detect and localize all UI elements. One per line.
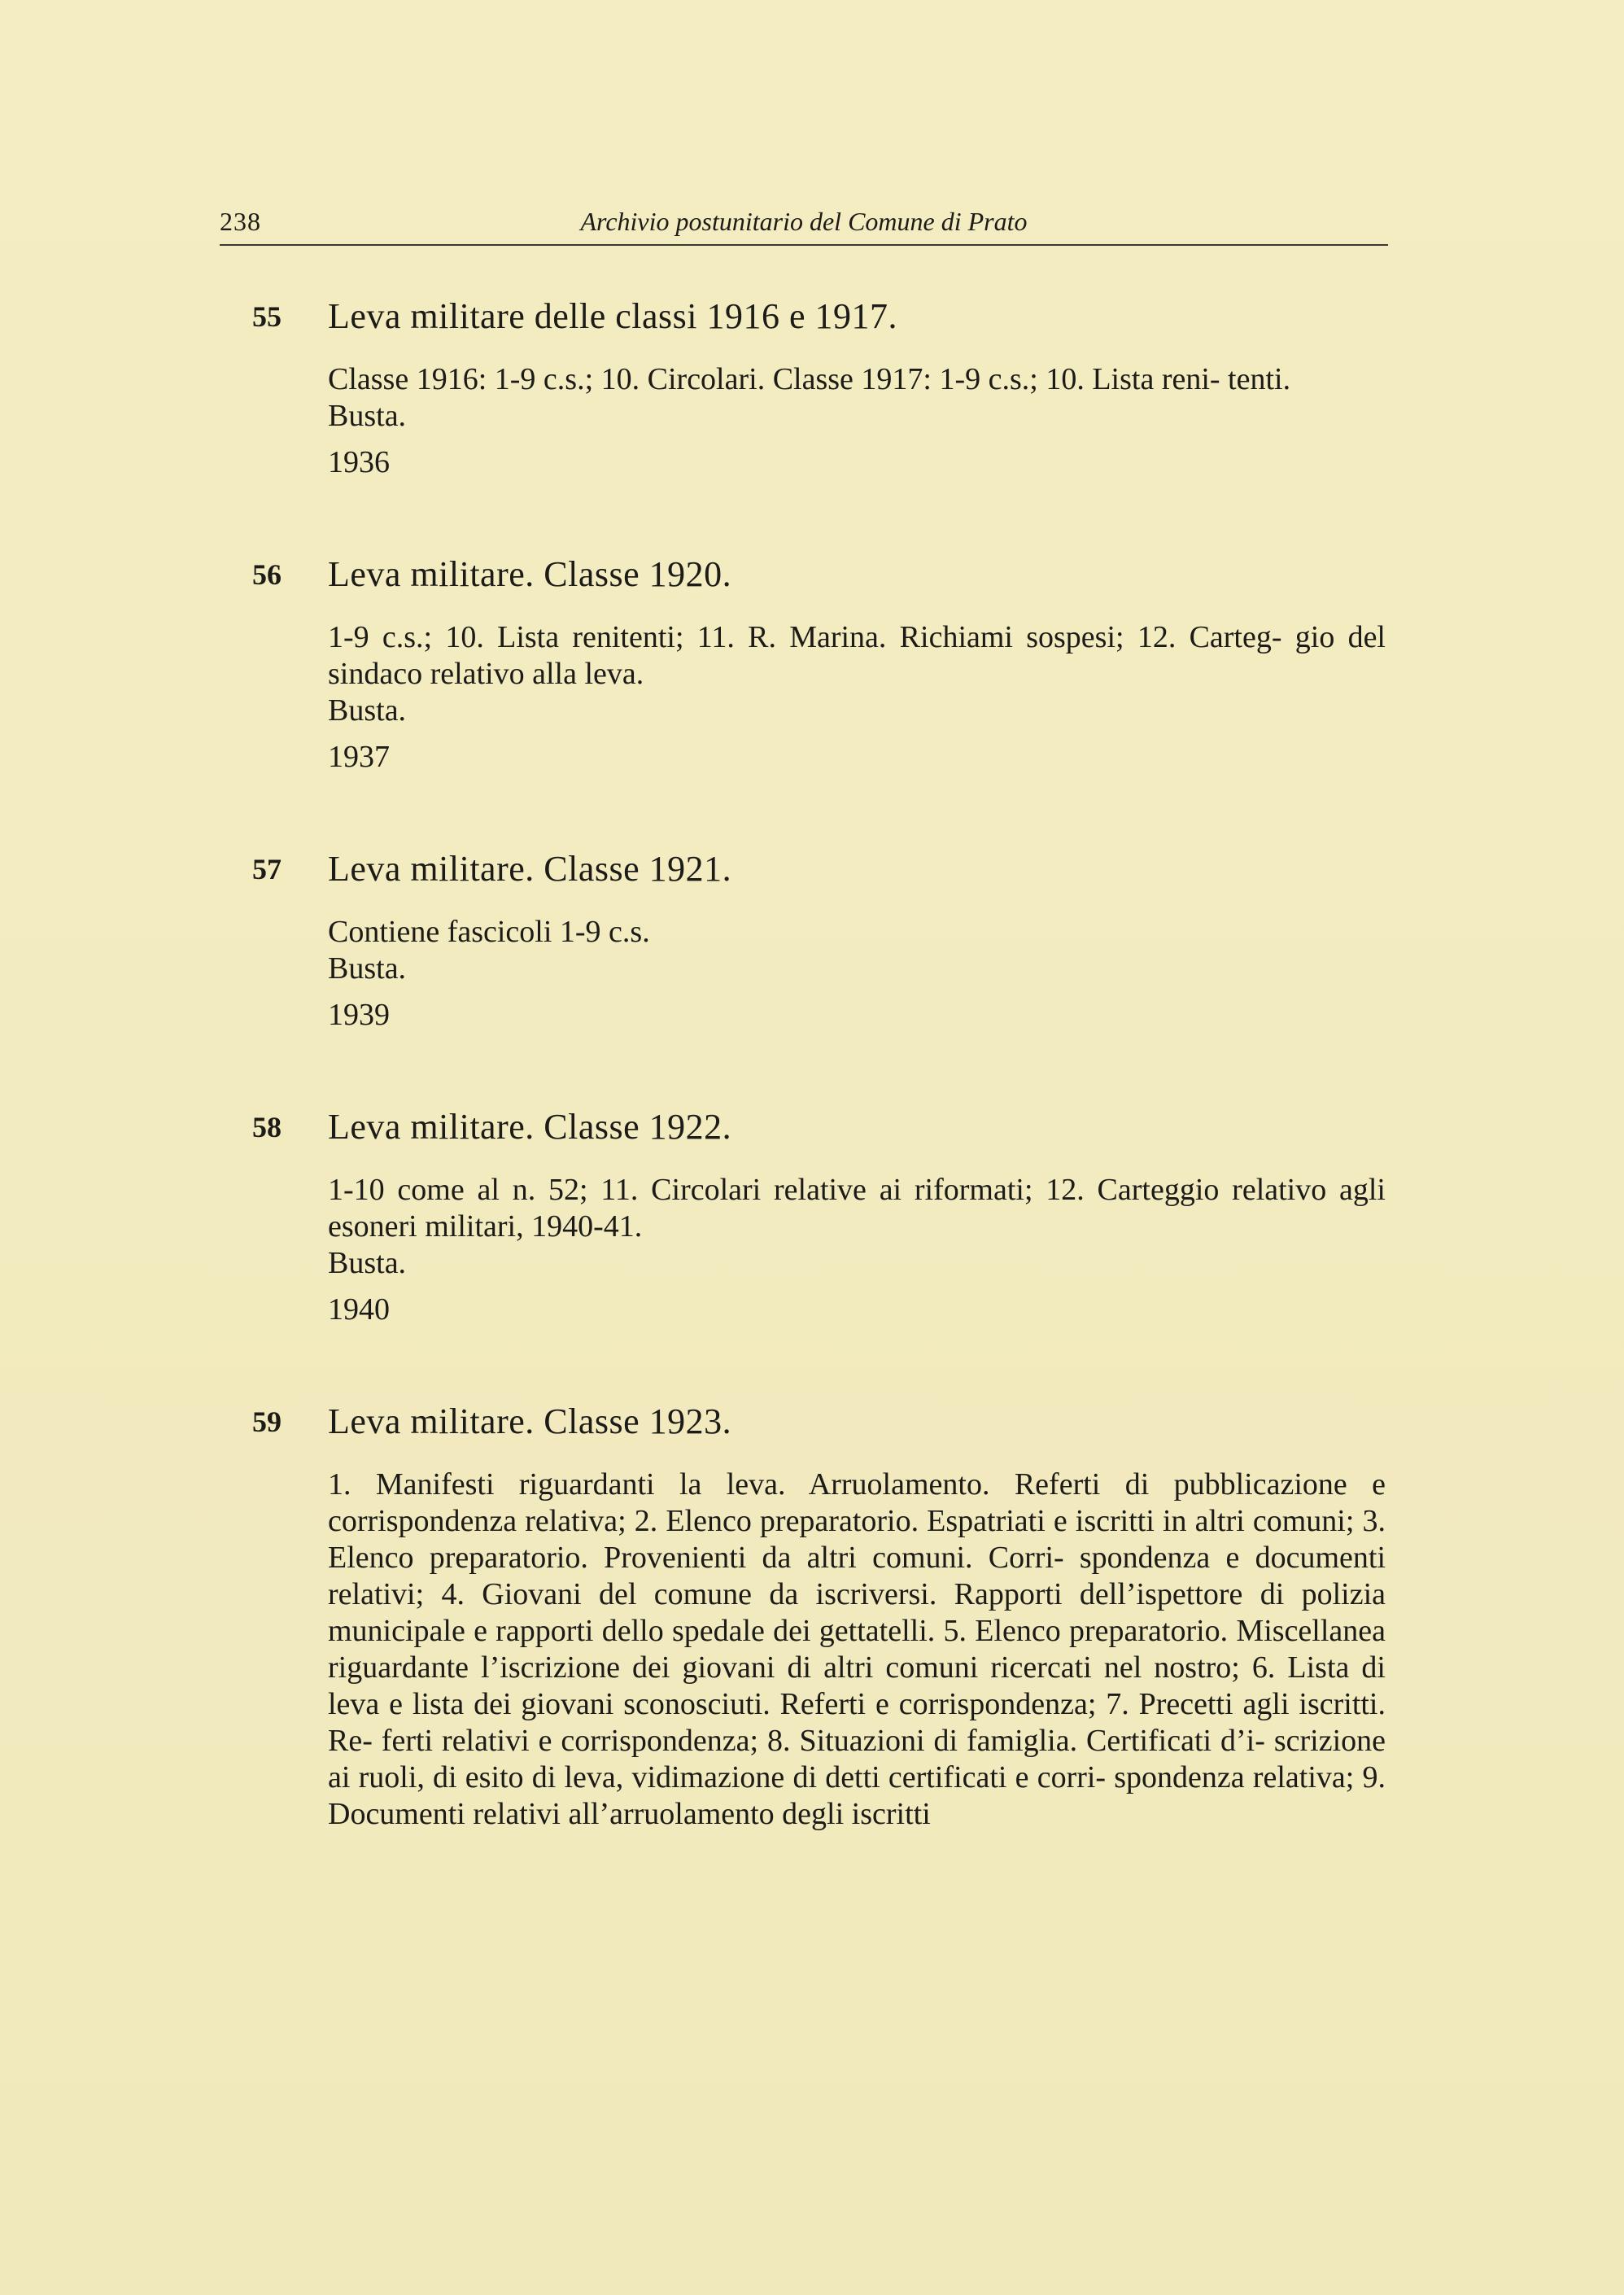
entry-number: 55 xyxy=(252,300,282,333)
entry-year: 1940 xyxy=(328,1292,390,1327)
entry-number: 56 xyxy=(252,558,282,591)
entry-unit: Busta. xyxy=(328,1246,407,1280)
inventory-entry-55 xyxy=(220,293,1388,481)
entry-title: Leva militare. Classe 1922. xyxy=(328,1107,732,1147)
entry-title: Leva militare delle classi 1916 e 1917. xyxy=(328,296,898,336)
entry-description xyxy=(328,1172,1386,1245)
inventory-entry-56 xyxy=(220,551,1388,776)
entry-description-text: 1. Manifesti riguardanti la leva. Arruolamento. Referti di pubblicazione e corrispondenza relativa; 2. Elenco preparatorio. Espatriati e iscritti in altri comuni; 3. Elenco preparatorio. Provenienti da altri comuni. Corri- spondenza e documenti relativi; 4. Giovani del comune da iscriversi. Rapporti dell’ispettore di polizia municipale e rapporti dello spedale dei gettatelli. 5. Elenco preparatorio. Miscellanea riguardante l’iscrizione dei giovani di altri comuni ricercati nel nostro; 6. Lista di leva e lista dei giovani sconosciuti. Referti e corrispondenza; 7. Precetti agli iscritti. Re- ferti relativi e corrispondenza; 8. Situazioni di famiglia. Certificati d’i- scrizione ai ruoli, di esito di leva, vidimazione di detti certificati e corri- spondenza relativa; 9. Documenti relativi all’arruolamento degli iscritti xyxy=(328,1467,1386,1831)
inventory-entry-59 xyxy=(220,1398,1388,1833)
entry-year: 1936 xyxy=(328,445,390,479)
page-number: 238 xyxy=(220,207,261,236)
entry-unit: Busta. xyxy=(328,951,407,986)
entry-title: Leva militare. Classe 1923. xyxy=(328,1401,732,1441)
inventory-entry-58 xyxy=(220,1104,1388,1328)
entry-unit: Busta. xyxy=(328,693,407,728)
entry-year: 1939 xyxy=(328,998,390,1032)
entry-year: 1937 xyxy=(328,740,390,774)
entry-description-text: 1-10 come al n. 52; 11. Circolari relative ai riformati; 12. Carteggio relativo agli esoneri militari, 1940-41. xyxy=(328,1173,1386,1244)
entry-description-text: Contiene fascicoli 1-9 c.s. xyxy=(328,915,650,949)
entry-description xyxy=(328,619,1386,693)
inventory-entry-57 xyxy=(220,846,1388,1034)
entry-description-text: 1-9 c.s.; 10. Lista renitenti; 11. R. Marina. Richiami sospesi; 12. Carteg- gio del sindaco relativo alla leva. xyxy=(328,620,1386,691)
entry-description xyxy=(328,361,1386,398)
entry-unit: Busta. xyxy=(328,399,407,433)
entry-number: 59 xyxy=(252,1405,282,1438)
entry-description-text: Classe 1916: 1-9 c.s.; 10. Circolari. Classe 1917: 1-9 c.s.; 10. Lista reni- tenti. xyxy=(328,362,1291,396)
page-header xyxy=(220,203,1388,246)
entry-description xyxy=(328,1467,1386,1833)
entry-number: 58 xyxy=(252,1111,282,1143)
entry-title: Leva militare. Classe 1920. xyxy=(328,554,732,594)
running-title: Archivio postunitario del Comune di Prato xyxy=(580,207,1028,236)
entry-number: 57 xyxy=(252,853,282,885)
entry-title: Leva militare. Classe 1921. xyxy=(328,849,732,889)
entry-description xyxy=(328,914,1386,951)
inventory-entries xyxy=(220,293,1388,1903)
